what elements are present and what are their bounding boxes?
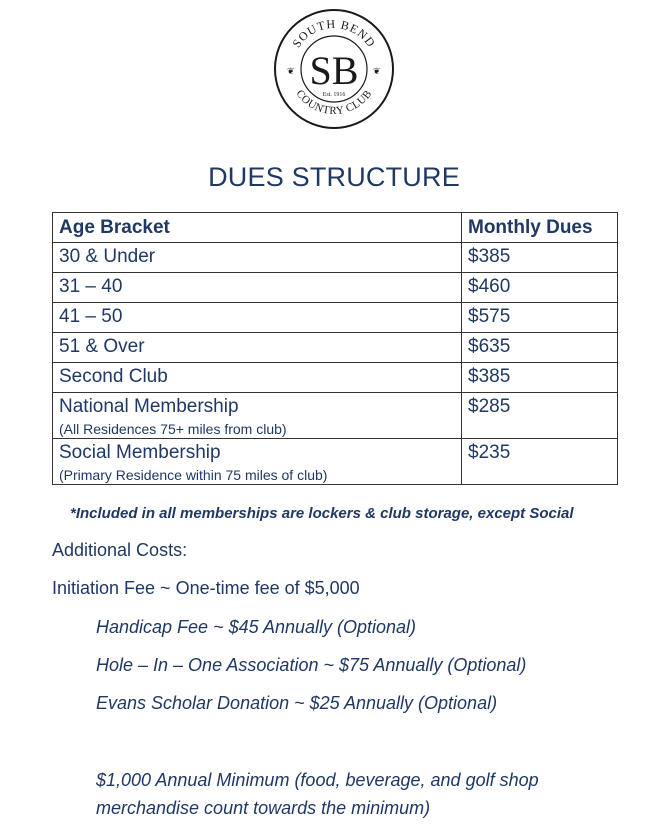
handicap-fee: Handicap Fee ~ $45 Annually (Optional) [96, 617, 417, 637]
age-bracket-cell: 51 & Over [53, 333, 462, 363]
svg-text:SOUTH BEND [289, 17, 378, 50]
initiation-fee: Initiation Fee ~ One-time fee of $5,000 [52, 578, 360, 598]
dues-cell: $460 [462, 273, 618, 303]
table-row [53, 243, 618, 273]
table-row [53, 333, 618, 363]
dues-cell: $385 [462, 363, 618, 393]
age-bracket-cell: 31 – 40 [53, 273, 462, 303]
club-logo [273, 8, 395, 130]
membership-name: National Membership [59, 396, 239, 417]
dues-table [52, 212, 618, 485]
additional-costs-heading: Additional Costs: [52, 540, 188, 560]
included-note: *Included in all memberships are lockers & club storage, except Social [70, 505, 574, 522]
logo-top-text: SOUTH BEND [289, 16, 379, 51]
table-header-row [53, 213, 618, 243]
table-row [53, 393, 618, 439]
table-row [53, 363, 618, 393]
membership-note: (Primary Residence within 75 miles of club) [59, 467, 328, 483]
membership-note: (All Residences 75+ miles from club) [59, 421, 287, 437]
dues-cell: $385 [462, 243, 618, 273]
hole-in-one-fee: Hole – In – One Association ~ $75 Annually (Optional) [96, 655, 527, 675]
annual-minimum-line1: $1,000 Annual Minimum (food, beverage, and golf shop [96, 770, 539, 790]
page-title: DUES STRUCTURE [208, 162, 460, 192]
dues-cell: $575 [462, 303, 618, 333]
header-age-bracket: Age Bracket [53, 213, 462, 243]
table-row [53, 303, 618, 333]
membership-cell [53, 393, 462, 439]
age-bracket-cell: 30 & Under [53, 243, 462, 273]
age-bracket-cell: 41 – 50 [53, 303, 462, 333]
age-bracket-cell: Second Club [53, 363, 462, 393]
evans-scholar-donation: Evans Scholar Donation ~ $25 Annually (Optional) [96, 693, 498, 713]
header-monthly-dues: Monthly Dues [462, 213, 618, 243]
logo-monogram: SB [309, 48, 359, 93]
table-row [53, 439, 618, 485]
membership-cell [53, 439, 462, 485]
dues-cell: $235 [462, 439, 618, 485]
table-row [53, 273, 618, 303]
logo-bottom-text: COUNTRY CLUB [293, 87, 375, 118]
membership-name: Social Membership [59, 442, 221, 463]
logo-leaf-right-icon: ❦ [373, 66, 381, 76]
dues-cell: $635 [462, 333, 618, 363]
dues-cell: $285 [462, 393, 618, 439]
logo-leaf-left-icon: ❦ [287, 66, 295, 76]
logo-est: Est. 1916 [322, 92, 346, 98]
annual-minimum-line2: merchandise count towards the minimum) [96, 798, 431, 818]
